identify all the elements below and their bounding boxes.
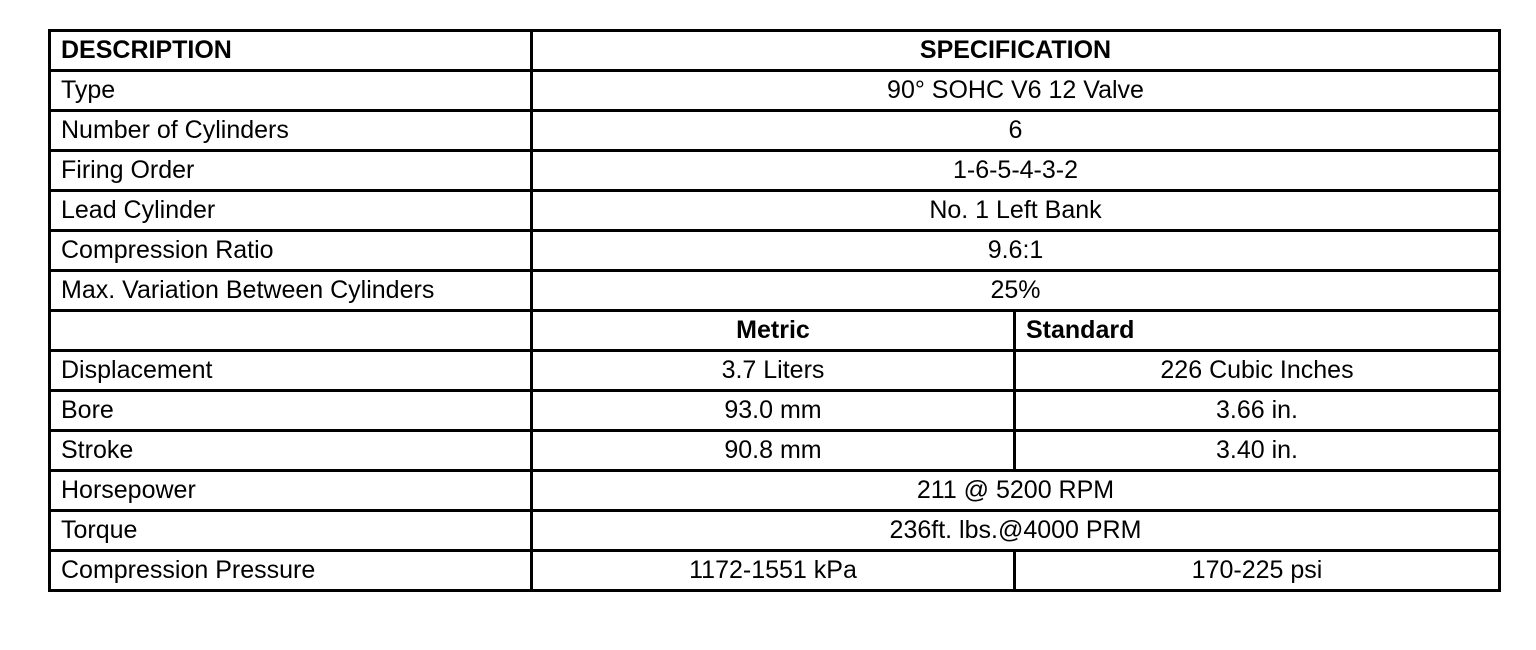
row-label: Number of Cylinders <box>50 111 532 151</box>
table-row <box>50 71 1500 111</box>
empty-cell <box>50 311 532 351</box>
table-row <box>50 151 1500 191</box>
row-label: Compression Ratio <box>50 231 532 271</box>
metric-value: 93.0 mm <box>532 391 1015 431</box>
row-value: 9.6:1 <box>532 231 1500 271</box>
row-label: Max. Variation Between Cylinders <box>50 271 532 311</box>
row-value: 211 @ 5200 RPM <box>532 471 1500 511</box>
table-row <box>50 391 1500 431</box>
table-row <box>50 191 1500 231</box>
engine-specification-table <box>48 29 1501 592</box>
table-row <box>50 511 1500 551</box>
table-row <box>50 351 1500 391</box>
row-label: Stroke <box>50 431 532 471</box>
row-label: Horsepower <box>50 471 532 511</box>
table-row <box>50 551 1500 591</box>
row-value: 6 <box>532 111 1500 151</box>
subheader-row <box>50 311 1500 351</box>
metric-header: Metric <box>532 311 1015 351</box>
table-row <box>50 431 1500 471</box>
table-row <box>50 231 1500 271</box>
row-label: Bore <box>50 391 532 431</box>
row-label: Displacement <box>50 351 532 391</box>
table-row <box>50 111 1500 151</box>
row-value: No. 1 Left Bank <box>532 191 1500 231</box>
specification-header: SPECIFICATION <box>532 31 1500 71</box>
row-value: 236ft. lbs.@4000 PRM <box>532 511 1500 551</box>
header-row <box>50 31 1500 71</box>
row-label: Type <box>50 71 532 111</box>
row-label: Torque <box>50 511 532 551</box>
standard-value: 3.40 in. <box>1015 431 1500 471</box>
row-value: 1-6-5-4-3-2 <box>532 151 1500 191</box>
table-row <box>50 471 1500 511</box>
description-header: DESCRIPTION <box>50 31 532 71</box>
row-value: 90° SOHC V6 12 Valve <box>532 71 1500 111</box>
metric-value: 1172-1551 kPa <box>532 551 1015 591</box>
table-row <box>50 271 1500 311</box>
standard-header: Standard <box>1015 311 1500 351</box>
standard-value: 3.66 in. <box>1015 391 1500 431</box>
metric-value: 3.7 Liters <box>532 351 1015 391</box>
row-label: Firing Order <box>50 151 532 191</box>
standard-value: 226 Cubic Inches <box>1015 351 1500 391</box>
standard-value: 170-225 psi <box>1015 551 1500 591</box>
metric-value: 90.8 mm <box>532 431 1015 471</box>
row-label: Lead Cylinder <box>50 191 532 231</box>
row-label: Compression Pressure <box>50 551 532 591</box>
row-value: 25% <box>532 271 1500 311</box>
